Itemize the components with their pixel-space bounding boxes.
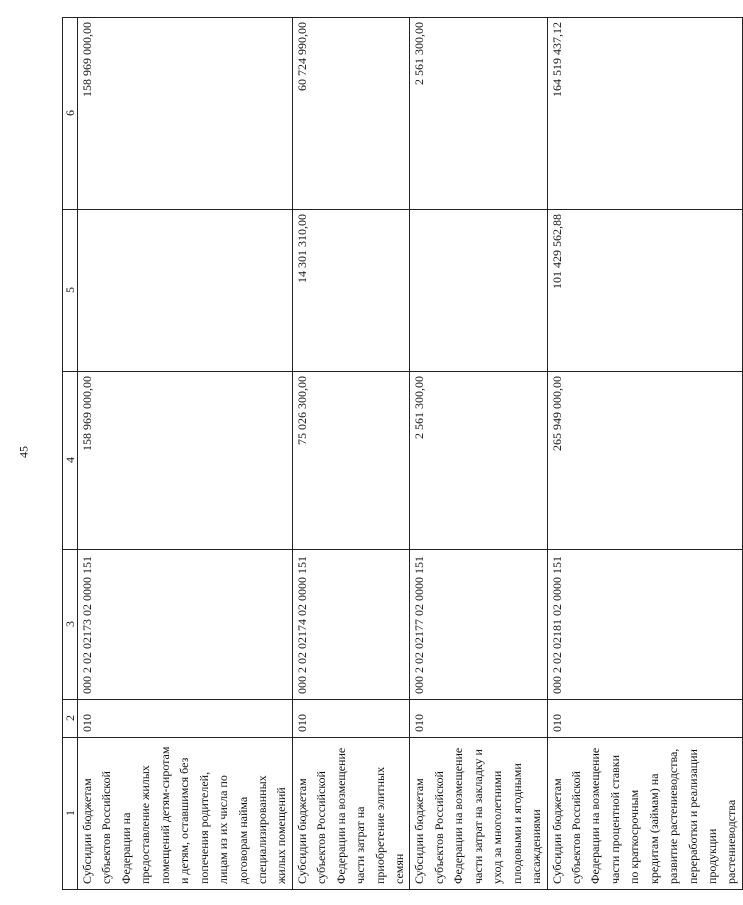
row-col6-cell: 164 519 437,12 [547, 18, 742, 210]
header-cell: 5 [63, 210, 78, 372]
row-kbk-cell: 000 2 02 02174 02 0000 151 [292, 550, 410, 700]
row-col5-cell: 14 301 310,00 [292, 210, 410, 372]
page-number: 45 [16, 446, 31, 458]
header-cell: 4 [63, 372, 78, 550]
row-kbk-cell: 000 2 02 02181 02 0000 151 [547, 550, 742, 700]
header-cell: 1 [63, 738, 78, 890]
row-kbk-cell: 000 2 02 02173 02 0000 151 [78, 550, 293, 700]
row-col5-cell [410, 210, 547, 372]
row-name-cell: Субсидии бюджетам субъектов Российской Федерации на предоставление жилых помещений детям-сиротам и детям, оставшимся без попечения родителей, лицам из их числа по договорам найма специализированных жилых помещений [78, 738, 293, 890]
row-col6-cell: 158 969 000,00 [78, 18, 293, 210]
table-row [292, 18, 410, 890]
row-col5-cell [78, 210, 293, 372]
row-col4-cell: 158 969 000,00 [78, 372, 293, 550]
table-row [547, 18, 742, 890]
row-col6-cell: 60 724 990,00 [292, 18, 410, 210]
budget-table [62, 17, 743, 890]
row-code-cell: 010 [547, 700, 742, 738]
row-col4-cell: 265 949 000,00 [547, 372, 742, 550]
row-name-cell: Субсидии бюджетам субъектов Российской Федерации на возмещение части затрат на приобретение элитных семян [292, 738, 410, 890]
row-kbk-cell: 000 2 02 02177 02 0000 151 [410, 550, 547, 700]
row-name-cell: Субсидии бюджетам субъектов Российской Федерации на возмещение части затрат на закладку и уход за многолетними плодовыми и ягодными насаждениями [410, 738, 547, 890]
table-row [410, 18, 547, 890]
header-cell: 2 [63, 700, 78, 738]
row-col4-cell: 75 026 300,00 [292, 372, 410, 550]
row-col6-cell: 2 561 300,00 [410, 18, 547, 210]
row-col5-cell: 101 429 562,88 [547, 210, 742, 372]
row-code-cell: 010 [292, 700, 410, 738]
header-cell: 6 [63, 18, 78, 210]
row-col4-cell: 2 561 300,00 [410, 372, 547, 550]
table-header-row [63, 18, 78, 890]
row-code-cell: 010 [78, 700, 293, 738]
rotated-table-container [62, 18, 739, 890]
row-code-cell: 010 [410, 700, 547, 738]
table-row [78, 18, 293, 890]
row-name-cell: Субсидии бюджетам субъектов Российской Федерации на возмещение части процентной ставки по краткосрочным кредитам (займам) на развитие растениеводства, переработки и реализации продукции растениеводства [547, 738, 742, 890]
header-cell: 3 [63, 550, 78, 700]
